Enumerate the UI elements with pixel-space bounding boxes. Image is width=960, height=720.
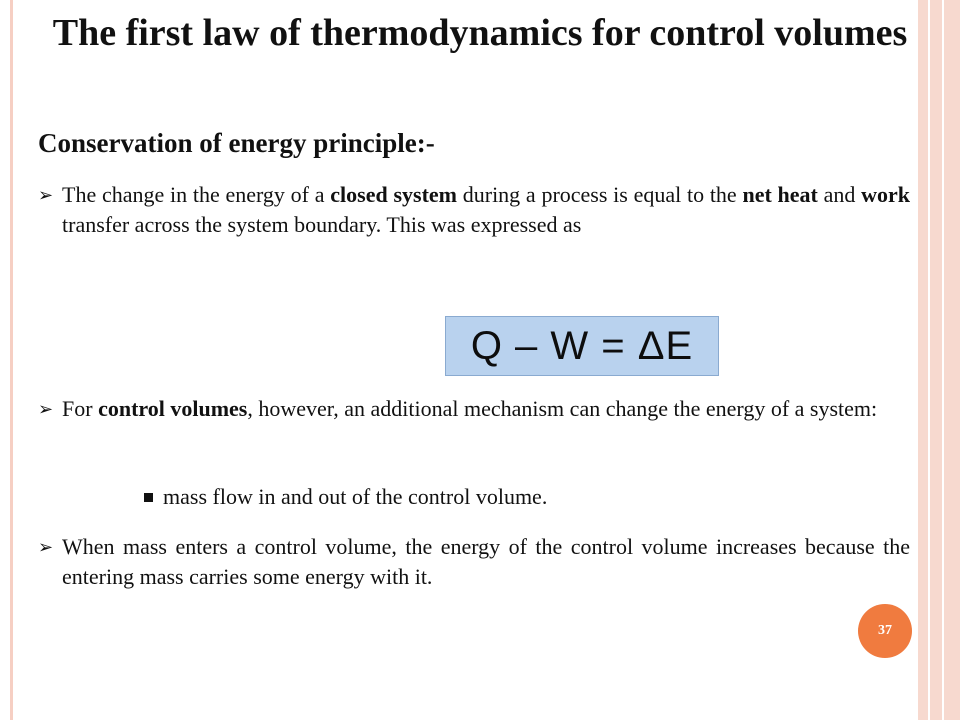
bullet-text: When mass enters a control volume, the energy of the control volume increases because the entering mass carries some energy with it. [62,534,910,589]
arrow-bullet-icon: ➢ [38,537,54,557]
bullet-text: The change in the energy of a closed system during a process is equal to the net heat and work transfer across the system boundary. This was expressed as [62,182,911,237]
slide-title: The first law of thermodynamics for control volumes [52,12,908,54]
arrow-bullet-icon: ➢ [38,399,54,419]
square-bullet-icon [144,493,153,502]
band-line [942,0,944,720]
sub-bullet-text: mass flow in and out of the control volume. [163,484,548,509]
bullet-mass-enters [38,532,910,592]
bullet-closed-system [38,180,910,240]
right-decorative-band [918,0,960,720]
section-heading: Conservation of energy principle:- [38,128,435,158]
bullet-text: For control volumes, however, an additional mechanism can change the energy of a system: [62,396,878,421]
left-decorative-rule [10,0,13,720]
page-number-badge: 37 [858,604,912,658]
sub-bullet-mass-flow [144,482,547,512]
arrow-bullet-icon: ➢ [38,185,54,205]
bullet-control-volumes [38,394,910,424]
energy-equation: Q – W = ΔE [445,316,719,376]
band-line [928,0,930,720]
